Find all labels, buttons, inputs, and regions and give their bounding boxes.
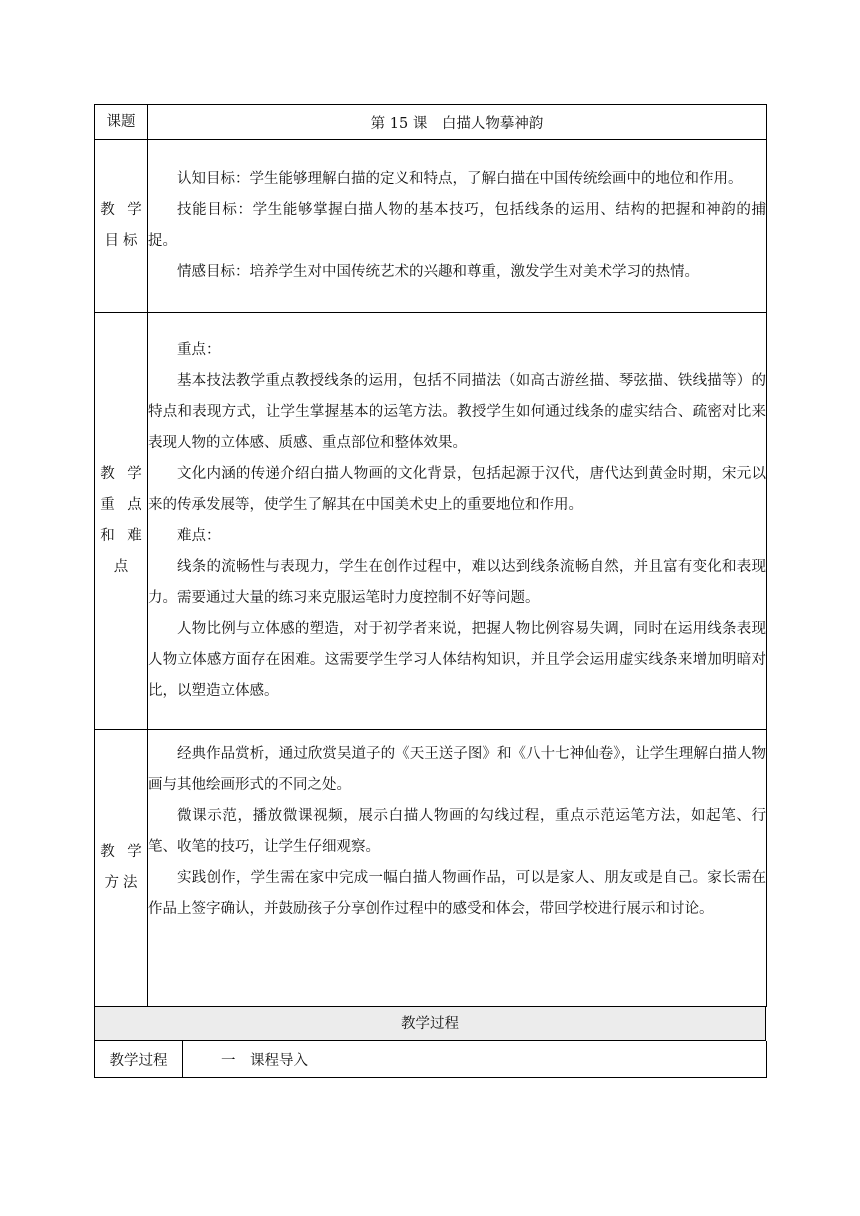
lesson-plan-document — [94, 104, 766, 1078]
objective-paragraph: 技能目标：学生能够掌握白描人物的基本技巧，包括线条的运用、结构的把握和神韵的捕捉。 — [148, 202, 766, 249]
keypoints-label-line: 重 点 — [100, 497, 146, 513]
topic-label: 课题 — [95, 105, 148, 140]
process-heading: 教学过程 — [94, 1007, 766, 1041]
keypoint-paragraph: 基本技法教学重点教授线条的运用，包括不同描法（如高古游丝描、琴弦描、铁线描等）的特点和表现方式，让学生掌握基本的运笔方法。教授学生如何通过线条的虚实结合、疏密对比来表现人物的立体感、质感、重点部位和整体效果。 — [148, 373, 766, 451]
methods-content — [148, 730, 767, 1007]
objectives-label-line: 目标 — [104, 233, 142, 249]
keypoints-label — [95, 313, 148, 730]
keypoint-paragraph: 人物比例与立体感的塑造，对于初学者来说，把握人物比例容易失调，同时在运用线条表现人物立体感方面存在困难。这需要学生学习人体结构知识，并且学会运用虚实线条来增加明暗对比，以塑造立体感。 — [148, 621, 766, 699]
objectives-label-line: 教 学 — [100, 202, 146, 218]
objective-paragraph: 认知目标：学生能够理解白描的定义和特点，了解白描在中国传统绘画中的地位和作用。 — [177, 171, 743, 187]
keypoints-label-line: 点 — [113, 559, 133, 575]
methods-label-line: 教 学 — [100, 844, 146, 860]
topic-value: 第 15 课 白描人物摹神韵 — [148, 105, 767, 140]
keypoints-content — [148, 313, 767, 730]
keypoint-paragraph: 线条的流畅性与表现力，学生在创作过程中，难以达到线条流畅自然，并且富有变化和表现力。需要通过大量的练习来克服运笔时力度控制不好等问题。 — [148, 559, 766, 606]
keypoints-label-line: 教 学 — [100, 466, 146, 482]
keypoints-label-line: 和 难 — [100, 528, 146, 544]
methods-row — [95, 730, 767, 1007]
lesson-plan-table — [94, 104, 767, 1007]
method-paragraph: 实践创作，学生需在家中完成一幅白描人物画作品，可以是家人、朋友或是自己。家长需在作品上签字确认，并鼓励孩子分享创作过程中的感受和体会，带回学校进行展示和讨论。 — [148, 870, 766, 917]
process-table — [94, 1041, 767, 1078]
objectives-content — [148, 140, 767, 313]
keypoint-paragraph: 文化内涵的传递介绍白描人物画的文化背景，包括起源于汉代，唐代达到黄金时期，宋元以来的传承发展等，使学生了解其在中国美术史上的重要地位和作用。 — [148, 466, 766, 513]
method-paragraph: 经典作品赏析，通过欣赏吴道子的《天王送子图》和《八十七神仙卷》，让学生理解白描人物画与其他绘画形式的不同之处。 — [148, 746, 766, 793]
topic-row — [95, 105, 767, 140]
process-row-label: 教学过程 — [95, 1041, 183, 1078]
keypoints-row — [95, 313, 767, 730]
keypoint-paragraph: 重点： — [177, 342, 221, 358]
methods-label — [95, 730, 148, 1007]
process-row — [95, 1041, 767, 1078]
objective-paragraph: 情感目标：培养学生对中国传统艺术的兴趣和尊重，激发学生对美术学习的热情。 — [177, 264, 699, 280]
methods-label-line: 方法 — [104, 875, 142, 891]
process-row-value: 一 课程导入 — [183, 1041, 767, 1078]
method-paragraph: 微课示范，播放微课视频，展示白描人物画的勾线过程，重点示范运笔方法，如起笔、行笔、收笔的技巧，让学生仔细观察。 — [148, 808, 766, 855]
objectives-label — [95, 140, 148, 313]
keypoint-paragraph: 难点： — [177, 528, 221, 544]
objectives-row — [95, 140, 767, 313]
